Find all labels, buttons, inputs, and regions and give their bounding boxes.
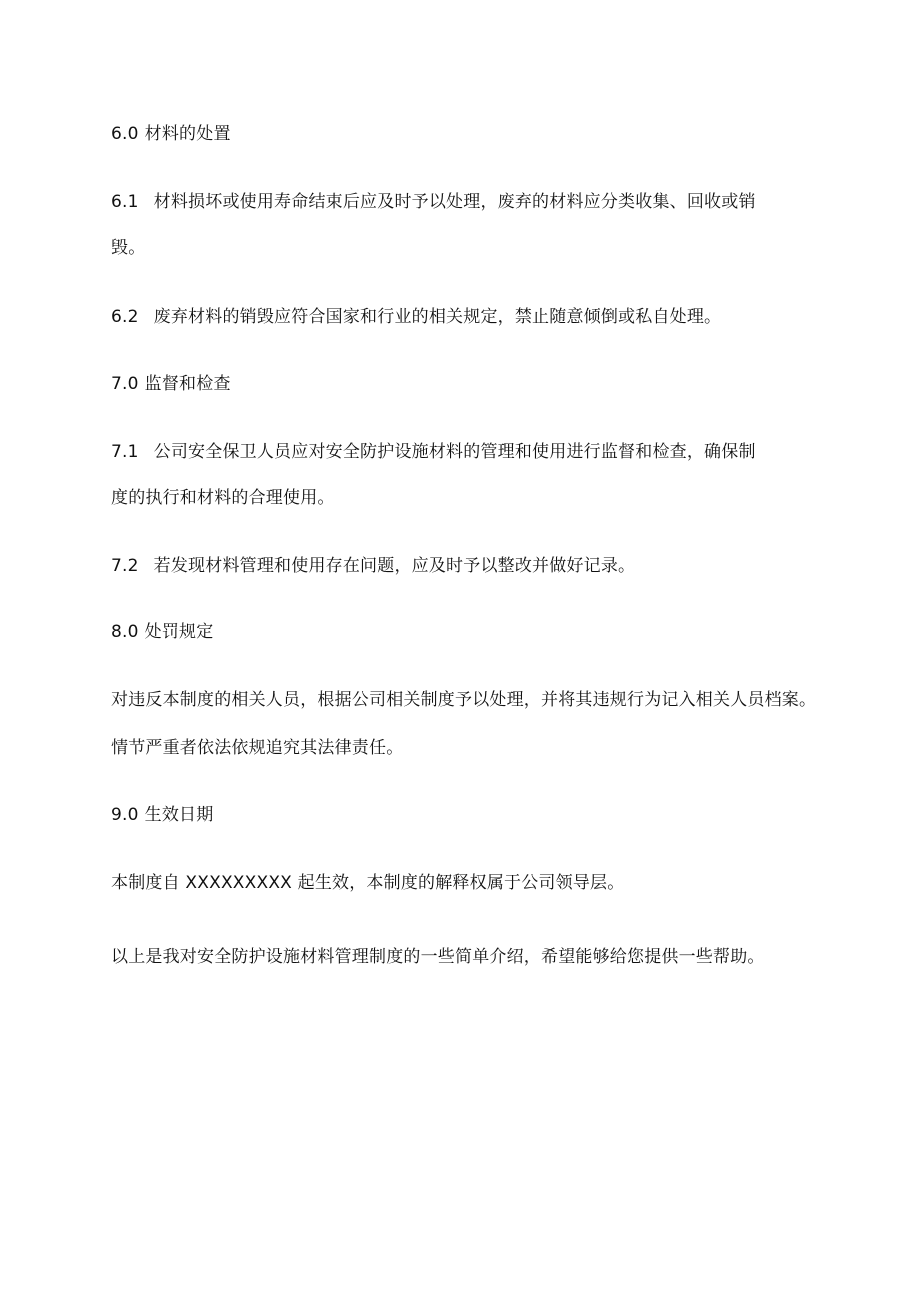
section-number: 7.0 bbox=[111, 374, 139, 394]
clause-number: 6.2 bbox=[111, 307, 139, 327]
clause-7-1-line-2: 度的执行和材料的合理使用。 bbox=[111, 488, 335, 508]
section-number: 6.0 bbox=[111, 124, 139, 144]
clause-7-1-line-1 bbox=[111, 440, 756, 464]
clause-number: 6.1 bbox=[111, 192, 139, 212]
closing-paragraph: 以上是我对安全防护设施材料管理制度的一些简单介绍，希望能够给您提供一些帮助。 bbox=[111, 947, 765, 967]
section-title: 生效日期 bbox=[144, 805, 214, 825]
section-heading-6 bbox=[111, 122, 231, 146]
clause-7-2 bbox=[111, 554, 635, 578]
clause-text: 材料损坏或使用寿命结束后应及时予以处理，废弃的材料应分类收集、回收或销 bbox=[153, 192, 756, 212]
section-heading-8 bbox=[111, 620, 213, 644]
penalty-paragraph-line-1: 对违反本制度的相关人员，根据公司相关制度予以处理，并将其违规行为记入相关人员档案。 bbox=[111, 690, 817, 710]
section-number: 8.0 bbox=[111, 622, 139, 642]
effective-date-paragraph: 本制度自 XXXXXXXXX 起生效，本制度的解释权属于公司领导层。 bbox=[111, 873, 625, 893]
clause-6-1-line-2: 毁。 bbox=[111, 238, 146, 258]
section-heading-7 bbox=[111, 372, 231, 396]
penalty-paragraph-line-2: 情节严重者依法依规追究其法律责任。 bbox=[111, 738, 404, 758]
clause-number: 7.1 bbox=[111, 442, 139, 462]
section-title: 材料的处置 bbox=[144, 124, 231, 144]
clause-number: 7.2 bbox=[111, 556, 139, 576]
section-heading-9 bbox=[111, 803, 213, 827]
section-title: 处罚规定 bbox=[144, 622, 214, 642]
clause-6-1-line-1 bbox=[111, 190, 756, 214]
clause-6-2 bbox=[111, 305, 721, 329]
clause-text: 废弃材料的销毁应符合国家和行业的相关规定，禁止随意倾倒或私自处理。 bbox=[153, 307, 722, 327]
section-number: 9.0 bbox=[111, 805, 139, 825]
section-title: 监督和检查 bbox=[144, 374, 231, 394]
clause-text: 若发现材料管理和使用存在问题，应及时予以整改并做好记录。 bbox=[153, 556, 636, 576]
clause-text: 公司安全保卫人员应对安全防护设施材料的管理和使用进行监督和检查，确保制 bbox=[153, 442, 756, 462]
